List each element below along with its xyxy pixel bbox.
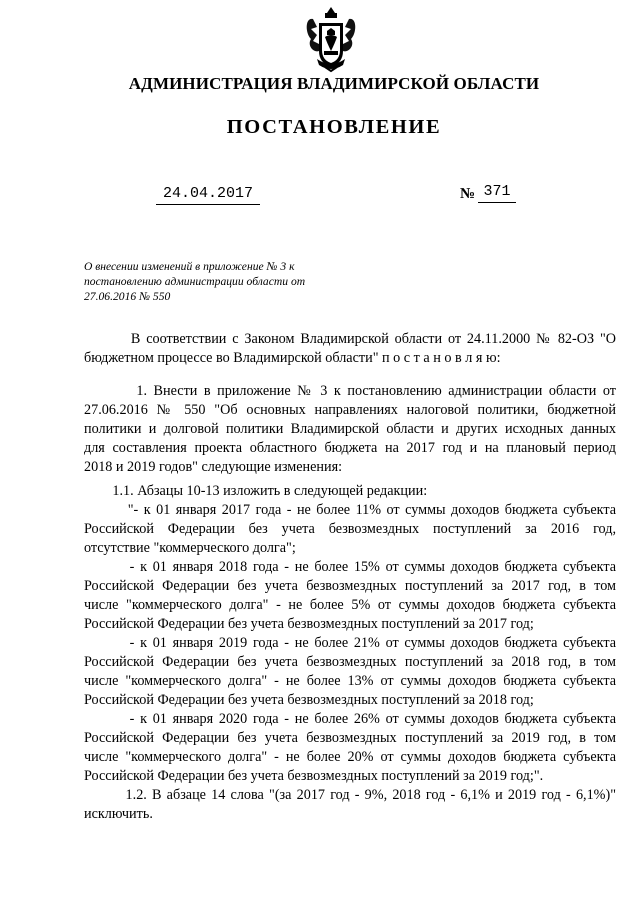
paragraph-line: Российской Федерации без учета безвозмездных поступлений за 2018 год; (84, 692, 534, 708)
paragraph-line: В соответствии с Законом Владимирской области от 24.11.2000 № 82-ОЗ "О (84, 331, 616, 347)
document-subject (84, 259, 356, 304)
paragraph (84, 710, 616, 786)
paragraph-line: числе "коммерческого долга" - не более 13% от суммы доходов бюджета субъекта (84, 673, 616, 689)
paragraph-line: 1. Внести в приложение № 3 к постановлению администрации области от (84, 383, 616, 399)
subject-line: 27.06.2016 № 550 (84, 290, 171, 303)
paragraph-line: 1.2. В абзаце 14 слова "(за 2017 год - 9%, 2018 год - 6,1% и 2019 год - 6,1%)" (84, 787, 617, 803)
paragraph-line: - к 01 января 2019 года - не более 21% от суммы доходов бюджета субъекта (84, 635, 617, 651)
paragraph (84, 482, 616, 501)
document-number-label: № (460, 186, 476, 202)
document-type: ПОСТАНОВЛЕНИЕ (226, 116, 442, 138)
paragraph-line: - к 01 января 2020 года - не более 26% от суммы доходов бюджета субъекта (84, 711, 617, 727)
coat-of-arms-emblem (303, 5, 359, 73)
paragraph (84, 786, 616, 824)
paragraph-line: Российской Федерации без учета безвозмездных поступлений за 2019 год;". (84, 768, 544, 784)
paragraph (84, 558, 616, 634)
paragraph-line: 1.1. Абзацы 10-13 изложить в следующей редакции: (84, 483, 428, 499)
paragraph-line: политики и долговой политики Владимирской области и других исходных данных (84, 421, 616, 437)
paragraph-line: Российской Федерации без учета безвозмездных поступлений за 2019 год, в том (84, 730, 616, 746)
subject-line: О внесении изменений в приложение № 3 к (84, 260, 295, 273)
subject-line: постановлению администрации области от (84, 275, 306, 288)
document-body (84, 330, 616, 824)
paragraph-line: отсутствие "коммерческого долга"; (84, 540, 296, 556)
paragraph-line: исключить. (84, 806, 153, 822)
paragraph-line: Российской Федерации без учета безвозмездных поступлений за 2017 год; (84, 616, 534, 632)
paragraph-line: 2018 и 2019 годов" следующие изменения: (84, 459, 343, 475)
paragraph-line: бюджетном процессе во Владимирской области" п о с т а н о в л я ю: (84, 350, 501, 366)
paragraph-line: Российской Федерации без учета безвозмездных поступлений за 2016 год, (84, 521, 616, 537)
paragraph (84, 634, 616, 710)
paragraph-line: числе "коммерческого долга" - не более 20% от суммы доходов бюджета субъекта (84, 749, 616, 765)
paragraph-line: для составления проекта областного бюджета на 2017 год и на плановый период (84, 440, 616, 456)
document-number: 371 (478, 182, 516, 203)
paragraph (84, 501, 616, 558)
paragraph (84, 382, 616, 477)
paragraph (84, 330, 616, 368)
paragraph-line: Российской Федерации без учета безвозмездных поступлений за 2017 год, в том (84, 578, 616, 594)
organization-name: АДМИНИСТРАЦИЯ ВЛАДИМИРСКОЙ ОБЛАСТИ (128, 74, 540, 93)
paragraph-line: числе "коммерческого долга" - не более 5% от суммы доходов бюджета субъекта (84, 597, 616, 613)
paragraph-line: 27.06.2016 № 550 "Об основных направлениях налоговой политики, бюджетной (84, 402, 616, 418)
paragraph-line: "- к 01 января 2017 года - не более 11% от суммы доходов бюджета субъекта (84, 502, 616, 518)
document-date: 24.04.2017 (156, 184, 260, 205)
paragraph-line: Российской Федерации без учета безвозмездных поступлений за 2018 год, в том (84, 654, 616, 670)
paragraph-line: - к 01 января 2018 года - не более 15% от суммы доходов бюджета субъекта (84, 559, 617, 575)
